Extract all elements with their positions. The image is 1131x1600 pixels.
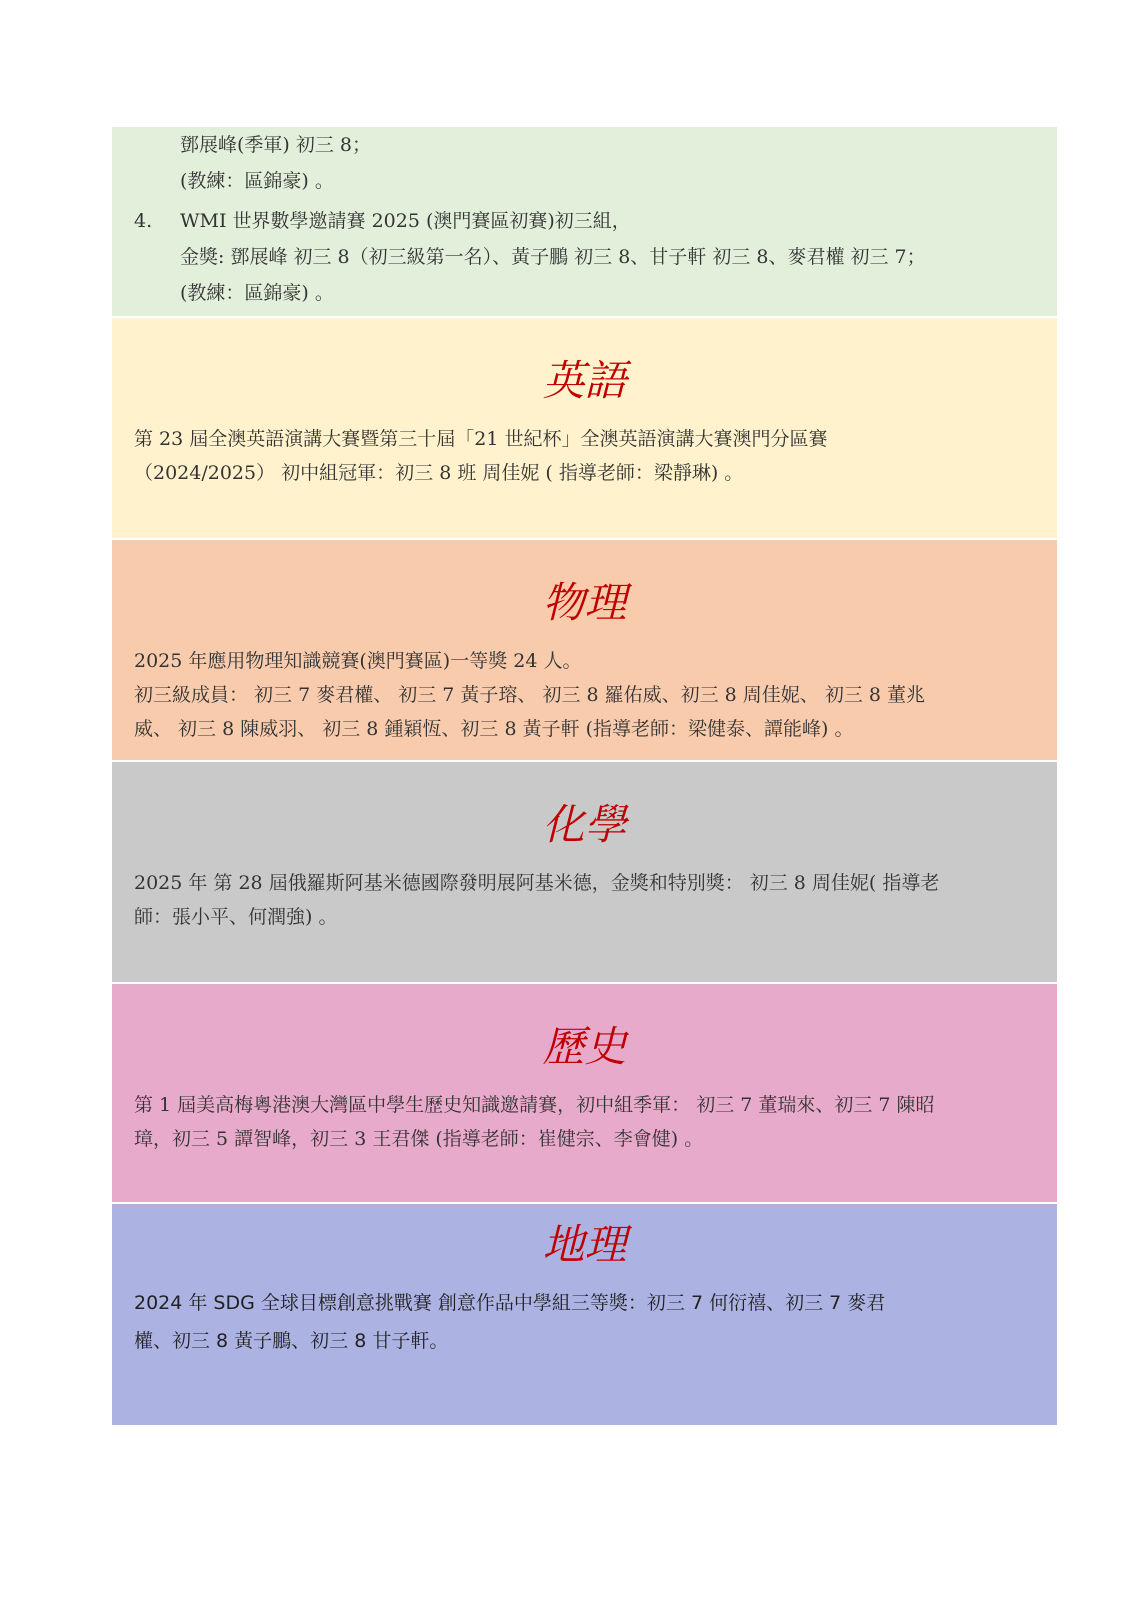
english-line-2: （2024/2025） 初中組冠軍：初三 8 班 周佳妮 ( 指導老師：梁靜琳) 。 — [134, 462, 744, 484]
geography-title: 地理 — [542, 1220, 627, 1269]
physics-line-1: 2025 年應用物理知識競賽(澳門賽區)一等獎 24 人。 — [134, 650, 582, 672]
math-item-4-coach: (教練：區錦豪) 。 — [180, 282, 334, 304]
history-body — [112, 1088, 1057, 1156]
english-title: 英語 — [542, 356, 627, 405]
history-line-2: 璋，初三 5 譚智峰，初三 3 王君傑 (指導老師：崔健宗、李會健) 。 — [134, 1128, 704, 1150]
english-body — [112, 422, 1057, 490]
geography-line-1: 2024 年 SDG 全球目標創意挑戰賽 創意作品中學組三等獎：初三 7 何衍禧、初三 7 麥君 — [134, 1292, 886, 1314]
physics-section — [112, 540, 1057, 762]
math-award-line: 鄧展峰(季軍) 初三 8； — [180, 134, 371, 156]
geography-section — [112, 1204, 1057, 1425]
english-section — [112, 318, 1057, 540]
history-line-1: 第 1 屆美高梅粵港澳大灣區中學生歷史知識邀請賽，初中組季軍： 初三 7 董瑞來、初三 7 陳昭 — [134, 1094, 935, 1116]
physics-body — [112, 644, 1057, 746]
english-line-1: 第 23 屆全澳英語演講大賽暨第三十屆「21 世紀杯」全澳英語演講大賽澳門分區賽 — [134, 428, 828, 450]
chemistry-section — [112, 762, 1057, 984]
history-title: 歷史 — [542, 1022, 627, 1071]
physics-line-3: 威、 初三 8 陳威羽、 初三 8 鍾穎恆、初三 8 黃子軒 (指導老師：梁健泰、譚能峰) 。 — [134, 718, 854, 740]
math-coach-line: (教練：區錦豪) 。 — [180, 170, 334, 192]
physics-line-2: 初三級成員： 初三 7 麥君權、 初三 7 黃子瑢、 初三 8 羅佑威、初三 8 周佳妮、 初三 8 董兆 — [134, 684, 925, 706]
math-item-4 — [134, 203, 1035, 239]
chemistry-body — [112, 866, 1057, 934]
chemistry-line-2: 師：張小平、何潤強) 。 — [134, 906, 338, 928]
math-item-4-title: WMI 世界數學邀請賽 2025 (澳門賽區初賽)初三組， — [180, 210, 631, 232]
document-page — [112, 127, 1057, 1425]
geography-line-2: 權、初三 8 黃子鵬、初三 8 甘子軒。 — [134, 1330, 449, 1352]
math-item-4-award: 金獎: 鄧展峰 初三 8（初三級第一名）、黃子鵬 初三 8、甘子軒 初三 8、麥君權 初三 7； — [180, 246, 926, 268]
chemistry-title: 化學 — [542, 800, 627, 849]
geography-body — [112, 1284, 1057, 1360]
history-section — [112, 984, 1057, 1204]
physics-title: 物理 — [542, 578, 627, 627]
math-item-4-number: 4. — [134, 210, 153, 232]
math-section — [112, 127, 1057, 318]
chemistry-line-1: 2025 年 第 28 屆俄羅斯阿基米德國際發明展阿基米德，金獎和特別獎： 初三 8 周佳妮( 指導老 — [134, 872, 940, 894]
